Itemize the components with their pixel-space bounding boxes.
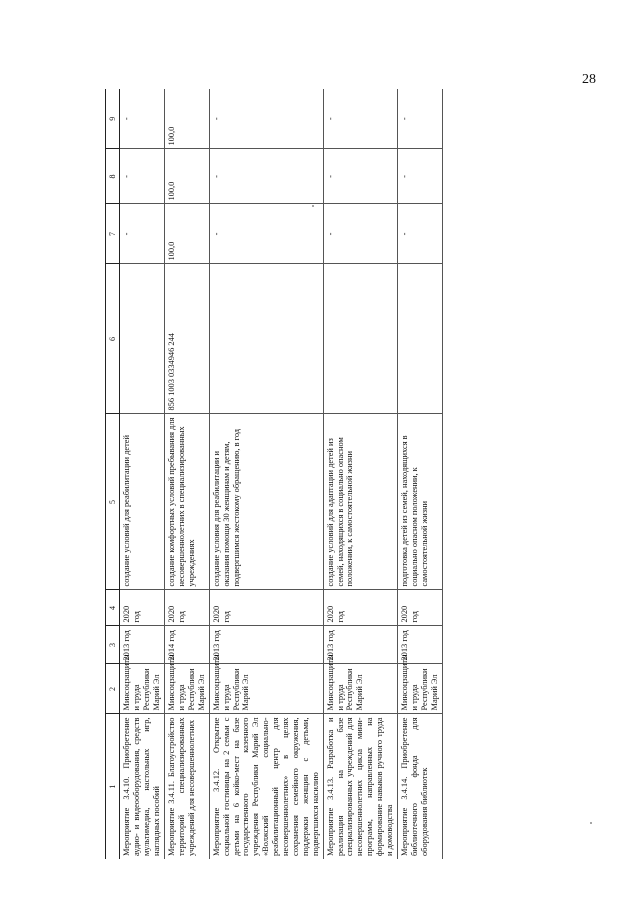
value-col8-cell: -: [323, 149, 397, 204]
value-col9-cell: -: [120, 89, 165, 149]
col-header-8: 8: [106, 149, 120, 204]
table-row: [165, 89, 210, 859]
value-col7-cell: -: [398, 204, 443, 264]
result-cell: создание комфортных условий пребывания для несовершеннолетних в специализированных учреждениях: [165, 414, 210, 590]
end-year-cell: 2020 год: [323, 590, 397, 626]
col-header-7: 7: [106, 204, 120, 264]
start-year-cell: 2014 год: [165, 626, 210, 664]
value-col8-cell: 100,0: [165, 149, 210, 204]
program-measures-table: [105, 89, 443, 859]
col-header-9: 9: [106, 89, 120, 149]
scan-speck: [312, 205, 314, 207]
measure-cell: Мероприятие 3.4.13. Разработка и реализация на базе специализированных учреждений для несовершеннолетних цикла мини-программ, направленных на формирование навыков ручного труда и домоводства: [325, 717, 395, 856]
table-row: [120, 89, 165, 859]
value-col9-cell: -: [398, 89, 443, 149]
value-col7-cell: -: [323, 204, 397, 264]
result-cell: создание условия для реабилитации и оказания помощи 30 женщинам и детям, подвергшимся жестокому обращению, в год: [209, 414, 323, 590]
col-header-6: 6: [106, 264, 120, 414]
result-cell: подготовка детей из семей, находящихся в социально опасном положении, к самостоятельной жизни: [398, 414, 443, 590]
start-year-cell: 2013 год: [209, 626, 323, 664]
value-col9-cell: -: [323, 89, 397, 149]
start-year-cell: 2013 год: [323, 626, 397, 664]
budget-code-cell: [323, 264, 397, 414]
value-col8-cell: -: [209, 149, 323, 204]
budget-code-cell: [120, 264, 165, 414]
value-col8-cell: -: [398, 149, 443, 204]
executor-cell: Минсоцзащиты и труда Республики Марий Эл: [120, 664, 165, 714]
col-header-3: 3: [106, 626, 120, 664]
result-cell: создание условий для реабилитации детей: [120, 414, 165, 590]
measure-cell: Мероприятие 3.4.14. Приобретение библиотечного фонда для оборудования библиотек: [400, 717, 429, 856]
executor-cell: Минсоцзащиты и труда Республики Марий Эл: [323, 664, 397, 714]
value-col7-cell: -: [209, 204, 323, 264]
budget-code-cell: [398, 264, 443, 414]
table-row: [323, 89, 397, 859]
col-header-1: 1: [106, 714, 120, 859]
end-year-cell: 2020 год: [398, 590, 443, 626]
budget-code-cell: 856 1003 0334946 244: [165, 264, 210, 414]
start-year-cell: 2013 год: [120, 626, 165, 664]
value-col7-cell: 100,0: [165, 204, 210, 264]
table-row: [209, 89, 323, 859]
value-col9-cell: -: [209, 89, 323, 149]
start-year-cell: 2013 год: [398, 626, 443, 664]
executor-cell: Минсоцзащиты и труда Республики Марий Эл: [398, 664, 443, 714]
col-header-2: 2: [106, 664, 120, 714]
end-year-cell: 2020 год: [209, 590, 323, 626]
page-number: 28: [582, 72, 596, 87]
budget-code-cell: [209, 264, 323, 414]
column-number-row: [106, 89, 120, 859]
measure-cell: Мероприятие 3.4.10. Приобретение аудио- и видеооборудования, средств мультимедиа, настольных игр, наглядных пособий: [122, 717, 162, 856]
measure-cell: Мероприятие 3.4.12. Открытие социальной гостиницы на 2 семьи с детьми на 6 койко-мест на базе государственного казенного учреждения Республики Марий Эл «Волжский социально-реабилитационный центр для несовершеннолетних» в целях сохранения семейного окружения, поддержки женщин с детьми, подвергшихся насилию: [211, 717, 320, 856]
result-cell: создание условий для адаптации детей из семей, находящихся в социально опасном положении, к самостоятельной жизни: [323, 414, 397, 590]
measure-cell: Мероприятие 3.4.11. Благоустройство территорий специализированных учреждений для несовершеннолетних: [167, 717, 196, 856]
value-col8-cell: -: [120, 149, 165, 204]
end-year-cell: 2020 год: [120, 590, 165, 626]
col-header-4: 4: [106, 590, 120, 626]
end-year-cell: 2020 год: [165, 590, 210, 626]
col-header-5: 5: [106, 414, 120, 590]
executor-cell: Минсоцзащиты и труда Республики Марий Эл: [209, 664, 323, 714]
value-col9-cell: 100,0: [165, 89, 210, 149]
executor-cell: Минсоцзащиты и труда Республики Марий Эл: [165, 664, 210, 714]
table-row: [398, 89, 443, 859]
value-col7-cell: -: [120, 204, 165, 264]
scan-speck: [590, 822, 592, 824]
rotated-table-wrapper: [105, 89, 530, 859]
